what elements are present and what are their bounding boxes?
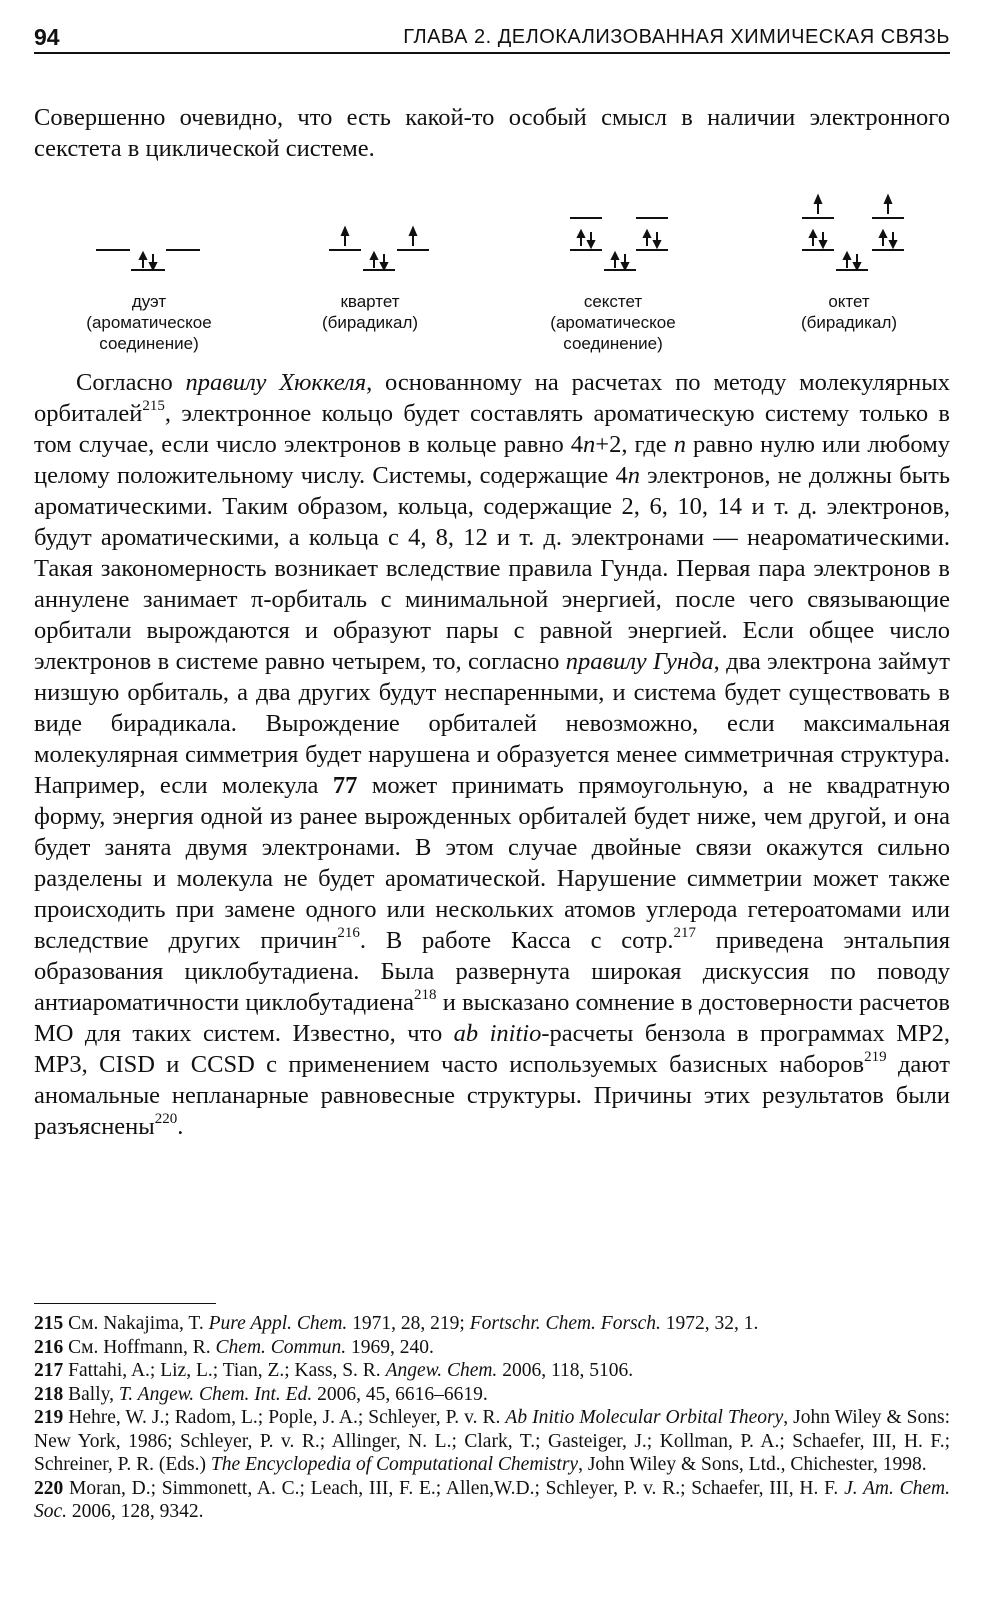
- duet-caption-name: дуэт: [131, 292, 167, 311]
- footnote-number: 216: [34, 1336, 64, 1358]
- quartet-levels-icon: [255, 188, 485, 288]
- footnote-220: [34, 1477, 950, 1524]
- text-span: Согласно: [76, 369, 186, 396]
- footnotes: [34, 1312, 950, 1524]
- footnote-219: [34, 1406, 950, 1477]
- footnote-ref-216[interactable]: 216: [337, 924, 360, 941]
- ab-initio-term: ab initio: [453, 1020, 542, 1047]
- footnote-ref-218[interactable]: 218: [414, 986, 437, 1003]
- text-span: электронов, не должны быть ароматическими. Таким образом, кольца, содержащие 2, 6, 10, 14 и т. д. электронов, будут ароматическими, а кольца с 4, 8, 12 и т. д. электронами — неароматическими. Такая закономерность возникает вследствие правила Гунда. Первая пара электронов в аннулене занимает π-орбиталь с минимальной энергией, после чего связывающие орбитали вырождаются и образуют пары с равной энергией. Если общее число электронов в системе равно четырем, то, согласно: [34, 462, 950, 675]
- text-span: Moran, D.; Simmonett, A. C.; Leach, III, F. E.; Allen,W.D.; Schleyer, P. v. R.; Schaefer, III, H. F.: [63, 1477, 845, 1499]
- book-page: [34, 22, 951, 1522]
- text-span: 1969, 240.: [346, 1336, 434, 1358]
- running-header: [34, 22, 950, 54]
- text-span: 1972, 32, 1.: [660, 1313, 759, 1334]
- page-number: 94: [34, 24, 60, 50]
- text-span: 2006, 128, 9342.: [67, 1501, 204, 1522]
- huckel-rule-term: правилу Хюккеля: [185, 369, 367, 396]
- text-span: , два электрона займут низшую орбиталь, а два других будут неспаренными, и система будет существовать в виде бирадикала. Вырождение орбиталей невозможно, если максимальная молекулярная симметрия будет нарушена и образуется менее симметричная структура. Например, если молекула: [34, 648, 950, 799]
- text-span: См. Nakajima, T.: [63, 1313, 209, 1334]
- duet-caption-type: (ароматическое: [86, 313, 212, 332]
- footnote-divider: [34, 1303, 216, 1304]
- text-span: Fattahi, A.; Liz, L.; Tian, Z.; Kass, S. R.: [63, 1360, 386, 1381]
- journal-title: Pure Appl. Chem.: [208, 1313, 348, 1334]
- sextet-caption-note: соединение): [563, 334, 663, 353]
- sextet-levels-icon: [498, 188, 728, 288]
- octet-levels-icon: [734, 188, 964, 288]
- text-span: , основанному на расчетах по методу молекулярных орбиталей: [34, 369, 950, 427]
- text-span: -расчеты бензола в программах MP2, MP3, CISD и CCSD с применением часто используемых базисных наборов: [34, 1020, 950, 1078]
- text-span: 2006, 45, 6616–6619.: [312, 1383, 488, 1405]
- diagram-quartet: [255, 188, 485, 363]
- text-span: Bally,: [63, 1383, 119, 1405]
- text-span: 2006, 118, 5106.: [497, 1360, 634, 1381]
- footnote-216: [34, 1336, 950, 1360]
- octet-caption-name: октет: [828, 292, 870, 311]
- text-span: +2, где: [595, 431, 674, 458]
- book-title: The Encyclopedia of Computational Chemistry: [210, 1454, 579, 1475]
- diagram-octet: [734, 188, 964, 363]
- footnote-217: [34, 1359, 950, 1383]
- text-span: приведена энтальпия образования циклобутадиена. Была развернута широкая дискуссия по поводу антиароматичности циклобутадиена: [34, 927, 951, 1016]
- quartet-caption-type: (бирадикал): [321, 313, 419, 332]
- footnote-ref-215[interactable]: 215: [142, 397, 165, 414]
- text-span: равно нулю или любому целому положительному числу. Системы, содержащие 4: [34, 431, 950, 489]
- variable-n: n: [583, 431, 596, 458]
- sextet-caption-type: (ароматическое: [550, 313, 676, 332]
- text-span: .: [177, 1113, 184, 1140]
- journal-title: Chem. Commun.: [215, 1336, 347, 1358]
- diagram-sextet: [498, 188, 728, 363]
- quartet-caption-name: квартет: [340, 292, 400, 311]
- text-span: , John Wiley & Sons: New York, 1986; Schleyer, P. v. R.; Allinger, N. L.; Clark, T.; Gasteiger, J.; Kollman, P. A.; Schaefer, III, H. F.; Schreiner, P. R. (Eds.): [34, 1407, 950, 1475]
- text-span: дают аномальные непланарные равновесные структуры. Причины этих результатов были разъяснены: [34, 1051, 950, 1140]
- text-span: , John Wiley & Sons, Ltd., Chichester, 1998.: [578, 1454, 927, 1475]
- footnote-215: [34, 1312, 950, 1336]
- journal-title: Fortschr. Chem. Forsch.: [469, 1313, 661, 1334]
- footnote-218: [34, 1383, 950, 1407]
- diagram-duet: [34, 188, 264, 363]
- hund-rule-term: правилу Гунда: [565, 648, 714, 675]
- text-span: Hehre, W. J.; Radom, L.; Pople, J. A.; Schleyer, P. v. R.: [63, 1407, 506, 1428]
- book-title: Ab Initio Molecular Orbital Theory: [505, 1407, 784, 1428]
- octet-caption-type: (бирадикал): [800, 313, 898, 332]
- molecule-number: 77: [332, 772, 358, 799]
- text-span: , электронное кольцо будет составлять ароматическую систему только в том случае, если число электронов в кольце равно 4: [34, 400, 950, 458]
- duet-levels-icon: [34, 188, 264, 288]
- footnote-ref-220[interactable]: 220: [154, 1110, 178, 1127]
- text-span: и высказано сомнение в достоверности расчетов МО для таких систем. Известно, что: [34, 989, 950, 1047]
- footnote-ref-219[interactable]: 219: [864, 1048, 887, 1065]
- chapter-title: ГЛАВА 2. ДЕЛОКАЛИЗОВАННАЯ ХИМИЧЕСКАЯ СВЯЗЬ: [403, 26, 950, 48]
- variable-n: n: [627, 462, 640, 489]
- intro-paragraph: Совершенно очевидно, что есть какой-то особый смысл в наличии электронного секстета в циклической системе.: [34, 104, 950, 162]
- footnote-number: 218: [34, 1383, 64, 1405]
- footnote-number: 220: [34, 1477, 64, 1499]
- text-span: 1971, 28, 219;: [347, 1313, 470, 1334]
- journal-title: Angew. Chem.: [385, 1360, 498, 1381]
- sextet-caption-name: секстет: [583, 292, 643, 311]
- journal-title: T. Angew. Chem. Int. Ed.: [118, 1383, 313, 1405]
- text-span: может принимать прямоугольную, а не квадратную форму, энергия одной из ранее вырожденных орбиталей будет ниже, чем другой, и она будет занята двумя электронами. В этом случае двойные связи окажутся сильно разделены и молекула не будет ароматической. Нарушение симметрии может также происходить при замене одного или нескольких атомов углерода гетероатомами или вследствие других причин: [34, 772, 950, 954]
- footnote-number: 215: [34, 1313, 64, 1334]
- footnote-number: 219: [34, 1407, 64, 1428]
- journal-title: J. Am. Chem. Soc.: [34, 1477, 950, 1522]
- footnote-number: 217: [34, 1360, 64, 1381]
- text-span: . В работе Касса с сотр.: [359, 927, 674, 954]
- variable-n: n: [673, 431, 686, 458]
- text-span: См. Hoffmann, R.: [63, 1336, 216, 1358]
- main-paragraph: [34, 367, 950, 1142]
- footnote-ref-217[interactable]: 217: [673, 924, 696, 941]
- orbital-diagrams: [34, 188, 950, 363]
- duet-caption-note: соединение): [99, 334, 199, 353]
